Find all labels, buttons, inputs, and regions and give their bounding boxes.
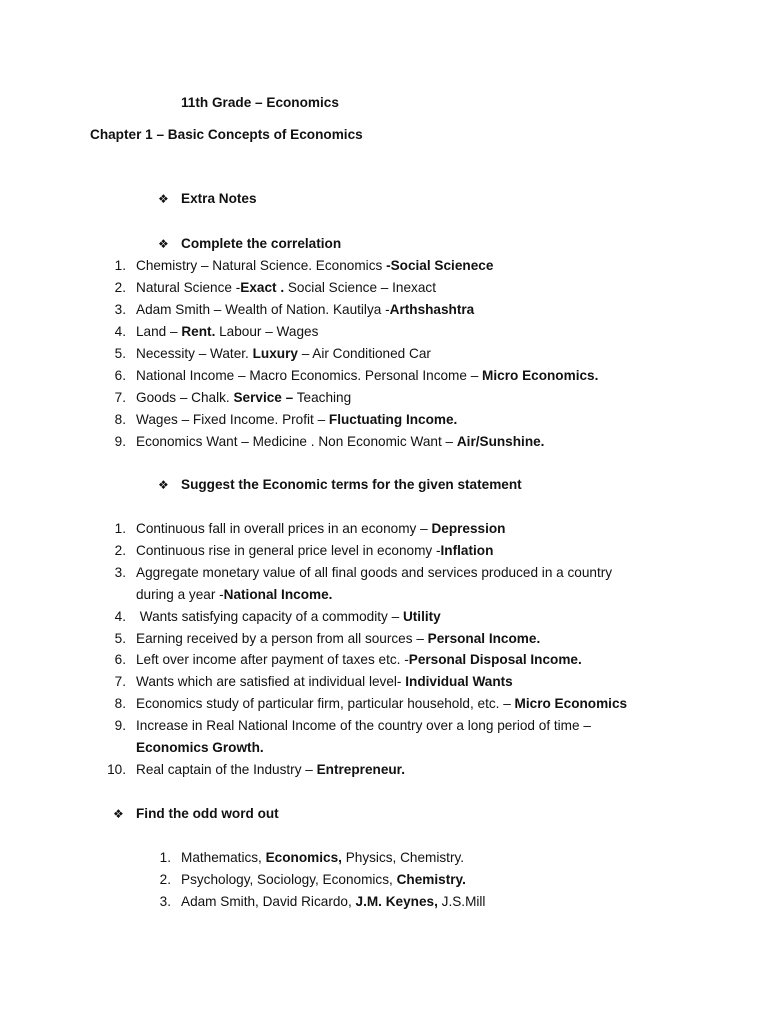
list-item-answer: J.M. Keynes,: [355, 894, 438, 909]
list-item-answer: Micro Economics.: [482, 368, 599, 383]
correlation-heading: Complete the correlation: [181, 236, 342, 251]
list-item-answer: Utility: [402, 608, 441, 624]
list-item-plain: National Income – Macro Economics. Personal Income –: [136, 368, 483, 383]
list-item-tail: Labour – Wages: [215, 324, 319, 339]
odd-heading: Find the odd word out: [136, 806, 279, 821]
list-item-answer: Personal Income.: [427, 630, 541, 646]
list-item-plain: Real captain of the Industry –: [136, 761, 317, 777]
list-item-answer: Personal Disposal Income.: [408, 652, 582, 668]
list-item-answer: Service –: [233, 390, 294, 405]
list-item-number: 3.: [159, 894, 171, 909]
list-item-tail: Teaching: [293, 390, 352, 405]
list-item-tail: – Air Conditioned Car: [297, 346, 431, 361]
list-item-plain: Aggregate monetary value of all final goods and services produced in a country: [136, 564, 613, 580]
list-item-plain: Adam Smith – Wealth of Nation. Kautilya -: [136, 302, 390, 317]
list-item-number: 6.: [114, 652, 126, 668]
list-item-answer: Individual Wants: [405, 674, 513, 690]
list-item-plain: Wants which are satisfied at individual level-: [136, 674, 406, 690]
list-item-text: [136, 761, 405, 779]
list-item-answer: Rent.: [181, 324, 216, 339]
list-item-number: 10.: [107, 761, 126, 777]
list-item-answer: Entrepreneur.: [316, 761, 405, 777]
list-item-plain: Goods – Chalk.: [136, 390, 234, 405]
list-item-plain: Wages – Fixed Income. Profit –: [136, 412, 329, 427]
list-item-text: [136, 301, 474, 319]
list-item-number: 2.: [159, 872, 171, 887]
list-item-number: 4.: [114, 608, 126, 624]
list-item-plain: Left over income after payment of taxes etc. -: [136, 652, 409, 668]
list-item-text: [136, 389, 351, 407]
list-item-answer: National Income.: [223, 586, 333, 602]
list-item-tail: J.S.Mill: [437, 894, 486, 909]
list-item-answer: -Social Scienece: [386, 258, 494, 273]
list-item-text: [136, 433, 544, 451]
list-item-plain: Natural Science -: [136, 280, 241, 295]
chapter-title: Chapter 1 – Basic Concepts of Economics: [90, 127, 363, 142]
list-item-text: [136, 411, 457, 429]
list-item-number: 5.: [114, 346, 126, 361]
list-item-number: 8.: [114, 696, 126, 712]
list-item-number: 7.: [114, 674, 126, 690]
diamond-bullet-icon: ❖: [113, 807, 124, 821]
list-item-number: 2.: [114, 280, 126, 295]
terms-heading: Suggest the Economic terms for the given statement: [181, 477, 522, 492]
list-item-text: [136, 279, 436, 297]
list-item-plain: Economics Want – Medicine . Non Economic Want –: [136, 434, 457, 449]
list-item-answer: Exact .: [240, 280, 285, 295]
list-item-answer: Arthshashtra: [389, 302, 475, 317]
list-item-text: [136, 673, 513, 691]
list-item-text: [136, 367, 598, 385]
list-item-answer: Air/Sunshine.: [456, 434, 545, 449]
list-item-plain: Chemistry – Natural Science. Economics: [136, 258, 387, 273]
list-item-text: [136, 651, 582, 669]
diamond-bullet-icon: ❖: [158, 192, 169, 206]
list-item-plain: Necessity – Water.: [136, 346, 253, 361]
list-item-answer: Micro Economics: [514, 696, 628, 712]
list-item-number: 8.: [114, 412, 126, 427]
list-item-plain: Increase in Real National Income of the country over a long period of time –: [136, 718, 591, 734]
list-item-number: 7.: [114, 390, 126, 405]
list-item-number: 4.: [114, 324, 126, 339]
list-item-text: [181, 871, 466, 889]
list-item-text: [181, 893, 485, 911]
list-item-text: [181, 849, 464, 867]
page-title: 11th Grade – Economics: [181, 95, 339, 110]
list-item-plain: Earning received by a person from all sources –: [136, 630, 428, 646]
list-item-answer: Luxury: [252, 346, 298, 361]
list-item-answer: Economics,: [265, 850, 342, 865]
list-item-answer: Economics Growth.: [136, 740, 264, 755]
list-item-plain: Adam Smith, David Ricardo,: [181, 894, 356, 909]
list-item-number: 9.: [114, 718, 126, 734]
list-item-text: [136, 739, 264, 757]
list-item-plain: Continuous rise in general price level in economy -: [136, 542, 441, 558]
list-item-number: 3.: [114, 564, 126, 580]
list-item-number: 2.: [114, 542, 126, 558]
list-item-text: [136, 542, 493, 560]
list-item-answer: Chemistry.: [396, 872, 466, 887]
list-item-answer: Depression: [431, 521, 506, 536]
list-item-plain: Land –: [136, 324, 182, 339]
list-item-text: [136, 257, 493, 275]
list-item-number: 1.: [159, 850, 171, 865]
list-item-text: [136, 695, 627, 713]
list-item-number: 9.: [114, 434, 126, 449]
list-item-text: [136, 564, 612, 582]
list-item-text: [136, 323, 318, 341]
list-item-text: [136, 608, 441, 626]
list-item-tail: Social Science – Inexact: [284, 280, 436, 295]
list-item-plain: Economics study of particular firm, particular household, etc. –: [136, 696, 515, 712]
list-item-number: 1.: [114, 258, 126, 273]
diamond-bullet-icon: ❖: [158, 478, 169, 492]
list-item-text: [136, 345, 431, 363]
list-item-text: [136, 717, 591, 735]
list-item-text: [136, 630, 540, 648]
list-item-text: [136, 520, 506, 538]
list-item-number: 6.: [114, 368, 126, 383]
list-item-text: [136, 586, 332, 604]
list-item-plain: during a year -: [136, 586, 224, 602]
list-item-tail: Physics, Chemistry.: [341, 850, 465, 865]
list-item-plain: Wants satisfying capacity of a commodity –: [136, 608, 403, 624]
list-item-number: 5.: [114, 630, 126, 646]
list-item-number: 3.: [114, 302, 126, 317]
list-item-answer: Fluctuating Income.: [328, 412, 458, 427]
list-item-number: 1.: [114, 521, 126, 536]
list-item-plain: Mathematics,: [181, 850, 266, 865]
list-item-answer: Inflation: [440, 542, 494, 558]
list-item-plain: Psychology, Sociology, Economics,: [181, 872, 397, 887]
list-item-plain: Continuous fall in overall prices in an economy –: [136, 521, 432, 536]
diamond-bullet-icon: ❖: [158, 237, 169, 251]
extra-notes-heading: Extra Notes: [181, 191, 257, 206]
